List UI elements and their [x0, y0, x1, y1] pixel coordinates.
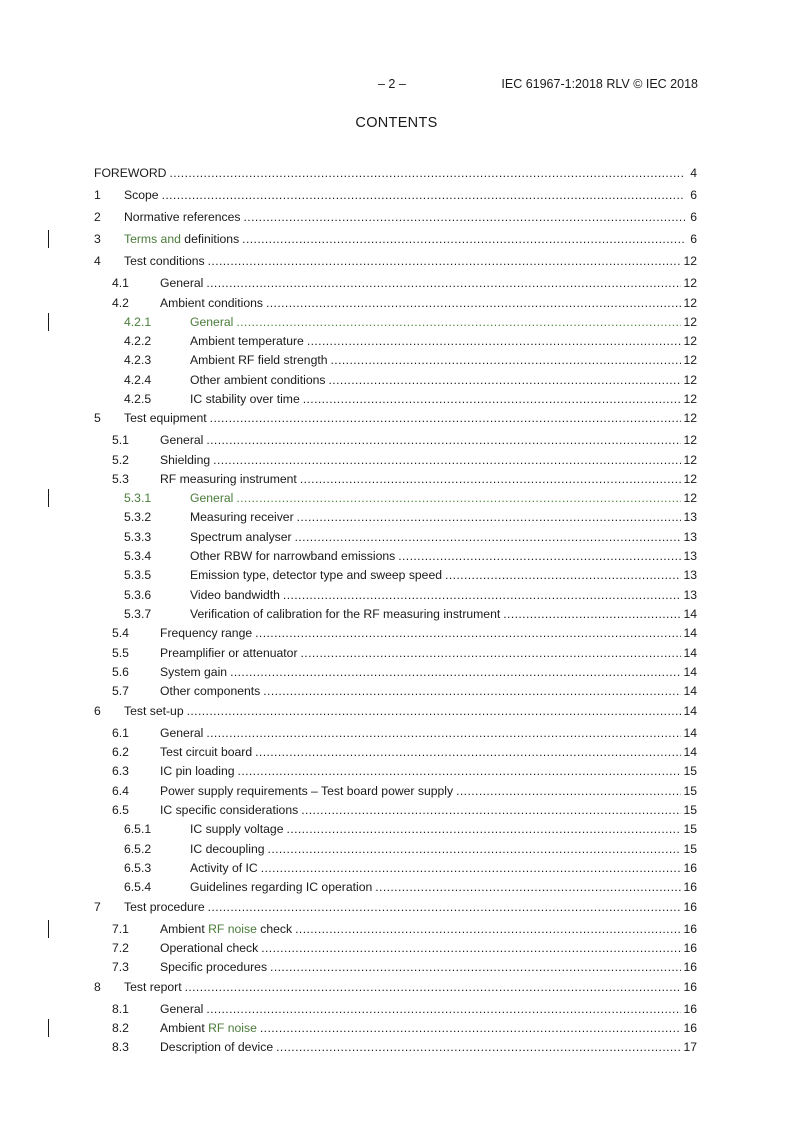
toc-entry[interactable] [0, 745, 793, 761]
toc-entry-number: 6.5 [112, 803, 129, 817]
toc-entry-page: 16 [683, 861, 697, 875]
toc-entry[interactable] [0, 665, 793, 681]
toc-entry-number: 5.3.5 [124, 568, 152, 582]
toc-entry-number: 7.2 [112, 941, 129, 955]
revision-change-bar [48, 489, 49, 507]
toc-entry-title: Activity of IC [190, 861, 258, 875]
toc-entry[interactable] [0, 900, 793, 916]
toc-entry-page: 14 [683, 607, 697, 621]
toc-entry-title: Test circuit board [160, 745, 253, 759]
toc-entry[interactable] [0, 1021, 793, 1037]
toc-entry-page: 12 [683, 373, 697, 387]
toc-entry[interactable] [0, 433, 793, 449]
toc-entry-number: 5.4 [112, 626, 129, 640]
toc-entry[interactable] [0, 861, 793, 877]
toc-entry-title: RF measuring instrument [160, 472, 297, 486]
revision-change-bar [48, 313, 49, 331]
toc-entry-page: 13 [683, 510, 697, 524]
toc-entry-title: Frequency range [160, 626, 253, 640]
toc-leader-dots [503, 607, 681, 621]
toc-entry-title: Operational check [160, 941, 259, 955]
toc-leader-dots [185, 980, 682, 994]
toc-entry-number: 6.5.2 [124, 842, 152, 856]
toc-entry-title: Other components [160, 684, 261, 698]
toc-entry[interactable] [0, 232, 793, 248]
toc-entry-number: 8.3 [112, 1040, 129, 1054]
toc-entry-number: 1 [94, 188, 101, 202]
toc-entry-page: 12 [683, 392, 697, 406]
toc-entry-page: 12 [683, 353, 697, 367]
toc-entry-number: 8.2 [112, 1021, 129, 1035]
toc-leader-dots [206, 276, 681, 290]
toc-entry[interactable] [0, 353, 793, 369]
toc-entry[interactable] [0, 1002, 793, 1018]
toc-entry-page: 14 [683, 745, 697, 759]
toc-leader-dots [287, 822, 682, 836]
toc-entry[interactable] [0, 1040, 793, 1056]
toc-leader-dots [236, 315, 681, 329]
toc-entry-title: Emission type, detector type and sweep speed [190, 568, 443, 582]
toc-entry-title: Spectrum analyser [190, 530, 292, 544]
toc-entry-number: 5.2 [112, 453, 129, 467]
toc-entry-page: 16 [683, 880, 697, 894]
toc-entry-title-start: Ambient [160, 922, 209, 936]
toc-entry-title: IC pin loading [160, 764, 235, 778]
toc-entry-page: 14 [683, 646, 697, 660]
toc-entry-page: 17 [683, 1040, 697, 1054]
toc-entry-number: 4.2.2 [124, 334, 152, 348]
toc-leader-dots [261, 861, 682, 875]
toc-leader-dots [445, 568, 681, 582]
toc-entry-page: 16 [683, 922, 697, 936]
toc-leader-dots [331, 353, 682, 367]
toc-entry[interactable] [0, 166, 793, 182]
toc-entry-number: 6 [94, 704, 101, 718]
toc-entry-number: 6.5.3 [124, 861, 152, 875]
toc-entry[interactable] [0, 510, 793, 526]
toc-entry[interactable] [0, 530, 793, 546]
toc-entry[interactable] [0, 188, 793, 204]
toc-entry-page: 12 [683, 276, 697, 290]
toc-entry-title [124, 232, 240, 246]
toc-leader-dots [169, 166, 685, 180]
toc-entry-page: 13 [683, 530, 697, 544]
toc-leader-dots [261, 941, 681, 955]
toc-leader-dots [162, 188, 685, 202]
toc-entry-title-changed: RF noise [208, 922, 257, 936]
toc-entry[interactable] [0, 315, 793, 331]
toc-leader-dots [276, 1040, 681, 1054]
page-header [0, 77, 793, 91]
page-title: CONTENTS [355, 115, 438, 131]
toc-entry[interactable] [0, 784, 793, 800]
toc-leader-dots [208, 254, 682, 268]
toc-leader-dots [208, 900, 682, 914]
toc-entry-title: Test report [124, 980, 182, 994]
toc-entry-number: 6.5.4 [124, 880, 152, 894]
page-number: – 2 – [378, 77, 406, 91]
toc-entry-number: 6.3 [112, 764, 129, 778]
toc-entry-page: 12 [683, 315, 697, 329]
toc-entry-title-changed: RF noise [208, 1021, 257, 1035]
toc-leader-dots [187, 704, 682, 718]
toc-entry[interactable] [0, 607, 793, 623]
toc-entry[interactable] [0, 960, 793, 976]
toc-entry[interactable] [0, 704, 793, 720]
toc-entry-page: 15 [683, 842, 697, 856]
toc-entry-title: Verification of calibration for the RF measuring instrument [190, 607, 501, 621]
toc-entry-number: 5.5 [112, 646, 129, 660]
toc-entry-number: 5.1 [112, 433, 129, 447]
toc-entry-title: Test procedure [124, 900, 205, 914]
toc-entry-title-changed: Terms and [124, 232, 181, 246]
toc-entry[interactable] [0, 568, 793, 584]
toc-entry-page: 12 [683, 472, 697, 486]
toc-leader-dots [255, 745, 681, 759]
toc-entry-number: 4.2.4 [124, 373, 152, 387]
toc-entry-page: 15 [683, 784, 697, 798]
toc-leader-dots [238, 764, 682, 778]
toc-entry-number: 5.3.3 [124, 530, 152, 544]
toc-leader-dots [297, 510, 682, 524]
toc-entry-number: 5.3.1 [124, 491, 152, 505]
toc-entry-page: 16 [683, 980, 697, 994]
toc-entry-page: 12 [683, 433, 697, 447]
revision-change-bar [48, 920, 49, 938]
toc-leader-dots [307, 334, 682, 348]
toc-leader-dots [301, 646, 682, 660]
toc-entry-title: Normative references [124, 210, 241, 224]
toc-entry-number: 8.1 [112, 1002, 129, 1016]
toc-leader-dots [206, 1002, 681, 1016]
toc-entry-page: 15 [683, 822, 697, 836]
toc-entry-page: 16 [683, 1002, 697, 1016]
toc-entry[interactable] [0, 373, 793, 389]
toc-entry-title: Specific procedures [160, 960, 268, 974]
toc-entry-title-start: Ambient [160, 1021, 209, 1035]
toc-entry-title: General [190, 315, 234, 329]
toc-entry-page: 6 [690, 188, 697, 202]
toc-leader-dots [303, 392, 682, 406]
toc-entry-title: Other ambient conditions [190, 373, 326, 387]
toc-entry-number: 5.3.6 [124, 588, 152, 602]
toc-entry[interactable] [0, 334, 793, 350]
toc-entry-title: IC decoupling [190, 842, 265, 856]
toc-entry-title: General [160, 1002, 204, 1016]
toc-entry-page: 14 [683, 726, 697, 740]
toc-entry-title: Shielding [160, 453, 211, 467]
toc-entry-page: 16 [683, 960, 697, 974]
toc-entry-page: 13 [683, 588, 697, 602]
toc-entry-page: 14 [683, 626, 697, 640]
revision-change-bar [48, 1019, 49, 1037]
toc-entry-page: 16 [683, 900, 697, 914]
toc-entry-title: Description of device [160, 1040, 274, 1054]
toc-entry-title: Test set-up [124, 704, 184, 718]
toc-entry-page: 15 [683, 764, 697, 778]
toc-entry-title: Ambient RF field strength [190, 353, 328, 367]
document-id: IEC 61967-1:2018 RLV © IEC 2018 [501, 77, 698, 91]
toc-leader-dots [260, 1021, 682, 1035]
toc-entry-page: 14 [683, 684, 697, 698]
toc-entry-page: 14 [683, 704, 697, 718]
toc-leader-dots [244, 210, 685, 224]
toc-entry-page: 13 [683, 549, 697, 563]
toc-entry-number: 5.3.2 [124, 510, 152, 524]
toc-entry-title: FOREWORD [94, 166, 167, 180]
toc-entry-title-rest: definitions [180, 232, 240, 246]
toc-entry[interactable] [0, 210, 793, 226]
toc-entry-title: Preamplifier or attenuator [160, 646, 298, 660]
toc-entry[interactable] [0, 491, 793, 507]
toc-entry-page: 12 [683, 453, 697, 467]
toc-leader-dots [206, 726, 681, 740]
toc-entry-number: 4 [94, 254, 101, 268]
toc-entry[interactable] [0, 646, 793, 662]
toc-entry-number: 6.4 [112, 784, 129, 798]
toc-entry[interactable] [0, 880, 793, 896]
toc-entry-title: General [160, 433, 204, 447]
toc-entry[interactable] [0, 392, 793, 408]
toc-entry[interactable] [0, 296, 793, 312]
toc-leader-dots [301, 803, 681, 817]
toc-entry-number: 4.2.3 [124, 353, 152, 367]
toc-entry-number: 5.3.7 [124, 607, 152, 621]
toc-entry[interactable] [0, 980, 793, 996]
toc-entry[interactable] [0, 276, 793, 292]
toc-entry-number: 5.7 [112, 684, 129, 698]
toc-entry[interactable] [0, 626, 793, 642]
toc-entry-page: 13 [683, 568, 697, 582]
toc-entry-number: 7 [94, 900, 101, 914]
toc-entry-title: Test conditions [124, 254, 205, 268]
toc-entry-title-end: check [256, 922, 293, 936]
toc-entry[interactable] [0, 254, 793, 270]
toc-entry-page: 12 [683, 296, 697, 310]
toc-entry-number: 6.5.1 [124, 822, 152, 836]
toc-entry[interactable] [0, 922, 793, 938]
toc-leader-dots [236, 491, 681, 505]
toc-entry-number: 8 [94, 980, 101, 994]
toc-entry[interactable] [0, 822, 793, 838]
toc-entry-number: 4.1 [112, 276, 129, 290]
toc-entry[interactable] [0, 549, 793, 565]
toc-entry[interactable] [0, 726, 793, 742]
toc-leader-dots [329, 373, 682, 387]
toc-entry-title: Test equipment [124, 411, 207, 425]
toc-entry-number: 4.2.1 [124, 315, 152, 329]
toc-entry[interactable] [0, 472, 793, 488]
toc-entry-number: 2 [94, 210, 101, 224]
toc-entry-title [160, 1021, 258, 1035]
toc-entry[interactable] [0, 684, 793, 700]
toc-entry-number: 3 [94, 232, 101, 246]
toc-entry-title: General [160, 726, 204, 740]
toc-leader-dots [295, 922, 681, 936]
toc-entry-title: Video bandwidth [190, 588, 280, 602]
toc-entry-number: 6.2 [112, 745, 129, 759]
toc-entry-number: 6.1 [112, 726, 129, 740]
toc-entry-title: Ambient temperature [190, 334, 304, 348]
toc-entry-title: Scope [124, 188, 159, 202]
toc-entry-page: 12 [683, 491, 697, 505]
toc-entry[interactable] [0, 411, 793, 427]
toc-leader-dots [242, 232, 685, 246]
toc-entry-number: 5.3 [112, 472, 129, 486]
toc-entry-number: 5.6 [112, 665, 129, 679]
toc-entry-page: 6 [690, 232, 697, 246]
toc-entry-page: 16 [683, 941, 697, 955]
toc-entry-page: 12 [683, 411, 697, 425]
toc-leader-dots [268, 842, 682, 856]
toc-entry-title: General [160, 276, 204, 290]
toc-entry-page: 14 [683, 665, 697, 679]
toc-entry-title: System gain [160, 665, 228, 679]
toc-entry-number: 7.1 [112, 922, 129, 936]
toc-leader-dots [456, 784, 681, 798]
toc-entry-page: 12 [683, 334, 697, 348]
toc-entry[interactable] [0, 842, 793, 858]
toc-entry-title: General [190, 491, 234, 505]
toc-leader-dots [266, 296, 681, 310]
toc-leader-dots [210, 411, 682, 425]
toc-entry-title: IC specific considerations [160, 803, 299, 817]
toc-entry-number: 4.2 [112, 296, 129, 310]
toc-entry-number: 7.3 [112, 960, 129, 974]
toc-leader-dots [295, 530, 682, 544]
toc-entry-title: Other RBW for narrowband emissions [190, 549, 396, 563]
toc-entry-page: 16 [683, 1021, 697, 1035]
toc-entry-page: 12 [683, 254, 697, 268]
toc-leader-dots [230, 665, 681, 679]
toc-entry-title: Measuring receiver [190, 510, 294, 524]
toc-entry-title: Guidelines regarding IC operation [190, 880, 373, 894]
toc-leader-dots [255, 626, 681, 640]
toc-leader-dots [300, 472, 682, 486]
toc-entry-number: 5 [94, 411, 101, 425]
toc-leader-dots [375, 880, 681, 894]
toc-leader-dots [263, 684, 681, 698]
toc-entry[interactable] [0, 588, 793, 604]
toc-leader-dots [283, 588, 682, 602]
toc-leader-dots [206, 433, 681, 447]
toc-leader-dots [398, 549, 681, 563]
revision-change-bar [48, 230, 49, 248]
toc-entry[interactable] [0, 764, 793, 780]
toc-entry-title: IC stability over time [190, 392, 300, 406]
toc-leader-dots [270, 960, 681, 974]
toc-entry-page: 6 [690, 210, 697, 224]
toc-leader-dots [213, 453, 681, 467]
toc-entry-title: IC supply voltage [190, 822, 284, 836]
toc-entry[interactable] [0, 803, 793, 819]
toc-entry-title: Power supply requirements – Test board power supply [160, 784, 454, 798]
toc-entry-page: 4 [690, 166, 697, 180]
toc-entry-number: 5.3.4 [124, 549, 152, 563]
toc-entry-title [160, 922, 293, 936]
toc-entry[interactable] [0, 453, 793, 469]
toc-entry[interactable] [0, 941, 793, 957]
toc-entry-page: 15 [683, 803, 697, 817]
toc-entry-number: 4.2.5 [124, 392, 152, 406]
toc-entry-title: Ambient conditions [160, 296, 263, 310]
